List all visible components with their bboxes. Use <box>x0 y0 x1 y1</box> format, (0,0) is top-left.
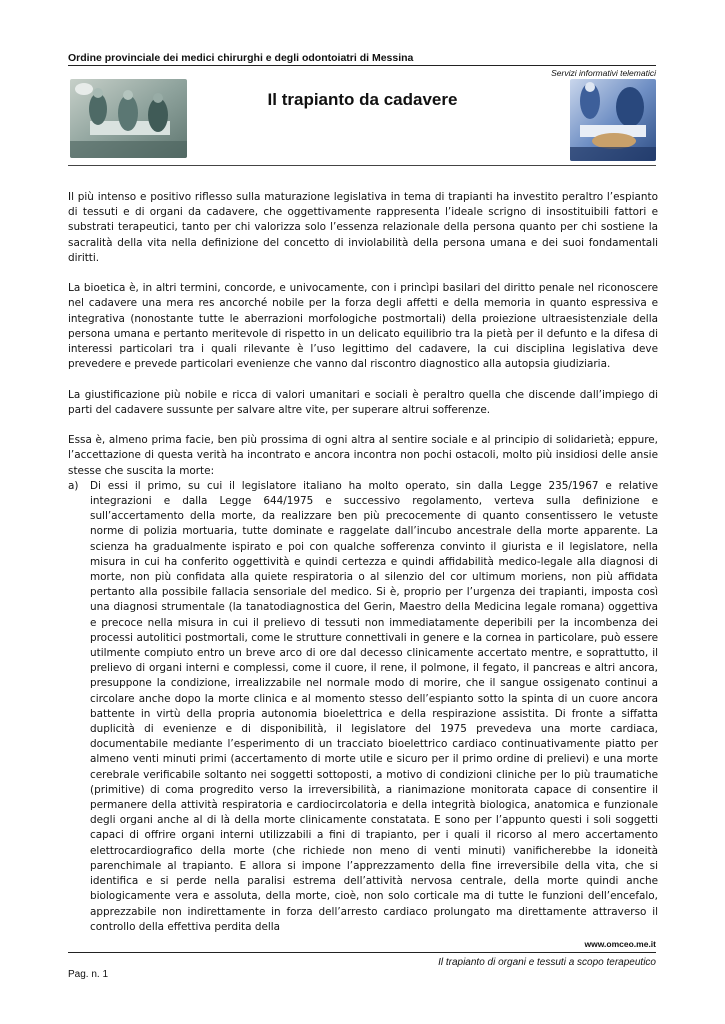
website-link[interactable]: www.omceo.me.it <box>584 939 656 949</box>
surgical-procedure-photo-icon <box>570 79 656 161</box>
list-item <box>68 479 658 935</box>
page-number: Pag. n. 1 <box>68 969 109 980</box>
title-divider <box>68 165 656 166</box>
paragraph: Il più intenso e positivo riflesso sulla maturazione legislativa in tema di trapianti ha investito peraltro l’espianto di tessuti e di organi da cadavere, che oggettivamente rappresenta l’ideale scrigno di insostituibili fattori e substrati terapeutici, tanto per chi valorizza solo l’essenza relazionale della persona quanto per chi sostiene la sacralità della vita nella definizione del concetto di inviolabilità della persona umana e dei suoi fondamentali diritti. <box>68 191 658 264</box>
org-title: Ordine provinciale dei medici chirurghi e degli odontoiatri di Messina <box>68 52 414 64</box>
list-item-text: Di essi il primo, su cui il legislatore italiano ha molto operato, sin dalla Legge 235/1967 e relative integrazioni e dalla Legge 644/1975 e successivo regolamento, verteva sulla definizione e sull’accertamento della morte, da realizzare ben più precocemente di quanto consentissero le vetuste norme di polizia mortuaria, tutte dominate e raggelate dall’incubo ancestrale della morte apparente. La scienza ha gradualmente ispirato e poi con qualche sofferenza convinto il giurista e il legislatore, nella misura in cui ha conferito oggettività e quindi certezza e quindi affidabilità medico-legale alla diagnosi di morte, non più confidata alla quiete respiratoria o al silenzio del cor ultimum moriens, non più affidata pertanto alla possibile fallacia sensoriale del medico. Si è, proprio per l’urgenza dei trapianti, imposta così una diagnosi strumentale (la tanatodiagnostica del Gerin, Maestro della Medicina legale romana) oggettiva e precoce nella misura in cui il prelievo di tessuti non immediatamente deperibili per la incombenza dei processi autolitici postmortali, come le strutture connettivali in genere e la cornea in particolare, può essere utilmente compiuto entro un breve arco di ore dal decesso clinicamente accertato mentre, e soprattutto, il prelievo di organi interni e complessi, come il cuore, il rene, il polmone, il fegato, il pancreas e altri ancora, presuppone la condizione, irrealizzabile nel normale modo di morire, che il sangue ossigenato continui a circolare anche dopo la morte clinica e al momento stesso dell’espianto sotto la spinta di un cuore ancora battente in virtù della propria autonomia bioelettrica e della respirazione assistita. Di fronte a siffatta duplicità di evenienze e di disponibilità, il legislatore del 1975 prevedeva una morte cardiaca, documentabile mediante l’esperimento di un tracciato bioelettrico cardiaco continuativamente piatto per almeno venti minuti primi (accertamento di morte utile e sicuro per il primo ordine di prelievi) e una morte cerebrale verificabile soltanto nei soggetti sottoposti, a motivo di condizioni cliniche per lo più traumatiche (primitive) di coma progredito verso la irreversibilità, a rianimazione monitorata capace di consentire il permanere della attività respiratoria e cardiocircolatoria e della integrità biologica, anatomica e funzionale degli organi anche al di là della morte clinicamente constatata. E sono per l’appunto questi i soli soggetti capaci di offrire organi interni utilizzabili a fini di trapianto, per i quali il ricorso al mero accertamento elettrocardiografico della morte (che richiede non meno di venti minuti) vanificherebbe la idoneità parenchimale al trapianto. E allora si impone l’apprezzamento della fine irreversibile della vita, che si identifica e si perde nella paralisi estrema dell’attività nervosa centrale, della morte quindi anche biologicamente vera e assoluta, della morte, cioè, non solo corticale ma di tutte le funzioni dell’encefalo, apprezzabile non indirettamente in forza dell’arresto cardiaco prolungato ma direttamente attraverso il controllo della effettiva perdita della <box>90 479 658 933</box>
document-body <box>68 190 658 935</box>
list-marker: a) <box>68 479 79 492</box>
paragraph: La giustificazione più nobile e ricca di valori umanitari e sociali è peraltro quella che discende dall’impiego di parti del cadavere sussunte per salvare altre vite, per superare altrui sofferenze. <box>68 388 658 416</box>
paragraph: Essa è, almeno prima facie, ben più prossima di ogni altra al sentire sociale e al principio di solidarietà; eppure, l’accettazione di questa verità ha incontrato e ancora incontra non pochi ostacoli, molto più insidiosi delle ansie stesse che suscita la morte: <box>68 434 658 477</box>
doc-title: Il trapianto da cadavere <box>267 90 458 109</box>
services-label: Servizi informativi telematici <box>551 68 656 78</box>
header-divider <box>68 65 656 66</box>
paragraph: La bioetica è, in altri termini, concorde, e univocamente, con i princìpi basilari del diritto penale nel riconoscere nel cadavere una mera res ancorché nobile per la forza degli affetti e della memoria in quanto espressiva e integrativa (nonostante tutte le aberrazioni morfologiche postmortali) della proiezione ultraesistenziale della persona umana e pertanto meritevole di rispetto in un delicato equilibrio tra la pietà per il defunto e la difesa di interessi particolari tra i quali rilevante è l’uso legittimo del cadavere, la cui disciplina legislativa deve prevedere e prevede particolari evenienze che vanno dal riscontro diagnostico alla autopsia giudiziaria. <box>68 282 658 371</box>
footer-caption: Il trapianto di organi e tessuti a scopo terapeutico <box>438 957 656 968</box>
footer-divider <box>68 952 656 953</box>
